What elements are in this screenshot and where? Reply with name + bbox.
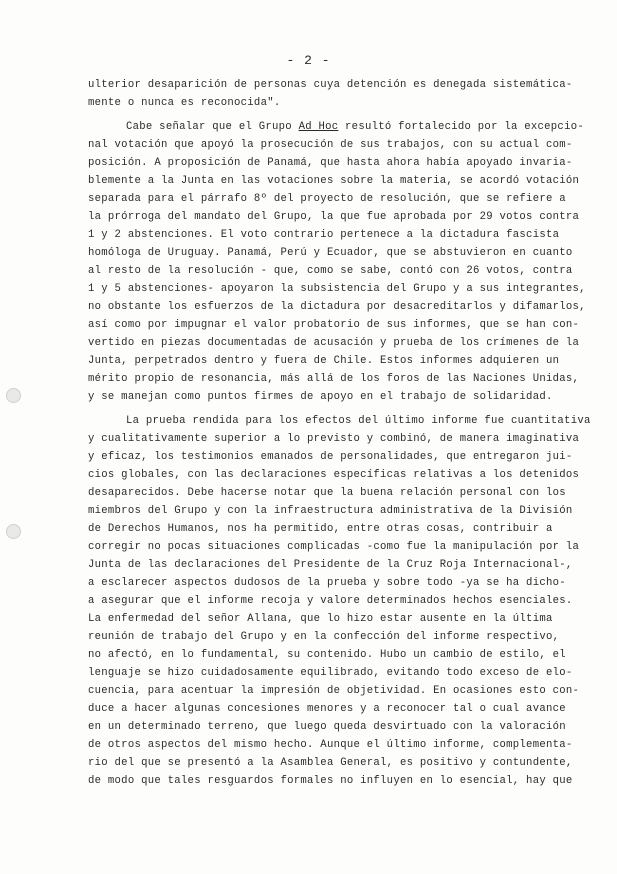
text-line: duce a hacer algunas concesiones menores y a reconocer tal o cual avance <box>88 703 566 715</box>
text-line: cuencia, para acentuar la impresión de objetividad. En ocasiones esto con- <box>88 685 580 697</box>
text-line: ulterior desaparición de personas cuya detención es denegada sistemática- <box>88 79 573 91</box>
underlined-text: Ad Hoc <box>298 121 339 133</box>
text-line: mérito propio de resonancia, más allá de los foros de las Naciones Unidas, <box>88 373 580 385</box>
body-text <box>0 73 617 873</box>
text-line: homóloga de Uruguay. Panamá, Perú y Ecuador, que se abstuvieron en cuanto <box>88 247 573 259</box>
text-line: así como por impugnar el valor probatorio de sus informes, que se han con- <box>88 319 580 331</box>
text-line: al resto de la resolución - que, como se sabe, contó con 26 votos, contra <box>88 265 573 277</box>
text-line: y cualitativamente superior a lo previsto y combinó, de manera imaginativa <box>88 433 580 445</box>
text-line: rio del que se presentó a la Asamblea General, es positivo y contundente, <box>88 757 573 769</box>
text-line: de otros aspectos del mismo hecho. Aunque el último informe, complementa- <box>88 739 573 751</box>
text-line: de Derechos Humanos, nos ha permitido, entre otras cosas, contribuir a <box>88 523 553 535</box>
text-line: a asegurar que el informe recoja y valore determinados hechos esenciales. <box>88 595 573 607</box>
text-line: cios globales, con las declaraciones específicas relativas a los detenidos <box>88 469 580 481</box>
text-line <box>126 122 584 133</box>
text-line-part: Cabe señalar que el Grupo Ad Hoc resultó fortalecido por la excepcio- <box>126 121 584 133</box>
text-line: y eficaz, los testimonios emanados de personalidades, que entregaron jui- <box>88 451 573 463</box>
text-line: desaparecidos. Debe hacerse notar que la buena relación personal con los <box>88 487 566 499</box>
text-line: 1 y 5 abstenciones- apoyaron la subsistencia del Grupo y a sus integrantes, <box>88 283 586 295</box>
text-line: blemente a la Junta en las votaciones sobre la materia, se acordó votación <box>88 175 580 187</box>
text-line: Junta de las declaraciones del Presidente de la Cruz Roja Internacional-, <box>88 559 573 571</box>
text-line: y se manejan como puntos firmes de apoyo en el trabajo de solidaridad. <box>88 391 553 403</box>
text-line: La prueba rendida para los efectos del último informe fue cuantitativa <box>126 415 591 427</box>
text-line: no afectó, en lo fundamental, su contenido. Hubo un cambio de estilo, el <box>88 649 566 661</box>
text-line: a esclarecer aspectos dudosos de la prueba y sobre todo -ya se ha dicho- <box>88 577 566 589</box>
text-line: Junta, perpetrados dentro y fuera de Chile. Estos informes adquieren un <box>88 355 560 367</box>
text-line: posición. A proposición de Panamá, que hasta ahora había apoyado invaria- <box>88 157 573 169</box>
text-line: vertido en piezas documentadas de acusación y prueba de los crímenes de la <box>88 337 580 349</box>
text-line: miembros del Grupo y con la infraestructura administrativa de la División <box>88 505 573 517</box>
text-line: en un determinado terreno, que luego queda desvirtuado con la valoración <box>88 721 566 733</box>
text-line: corregir no pocas situaciones complicadas -como fue la manipulación por la <box>88 541 580 553</box>
text-line: lenguaje se hizo cuidadosamente equilibrado, evitando todo exceso de elo- <box>88 667 573 679</box>
text-line: no obstante los esfuerzos de la dictadura por desacreditarlos y difamarlos, <box>88 301 586 313</box>
text-line: de modo que tales resguardos formales no influyen en lo esencial, hay que <box>88 775 573 787</box>
text-line: mente o nunca es reconocida". <box>88 97 281 109</box>
text-line: separada para el párrafo 8º del proyecto de resolución, que se refiere a <box>88 193 566 205</box>
page-number: - 2 - <box>286 53 331 68</box>
text-line: 1 y 2 abstenciones. El voto contrario pertenece a la dictadura fascista <box>88 229 560 241</box>
text-line: la prórroga del mandato del Grupo, la que fue aprobada por 29 votos contra <box>88 211 580 223</box>
text-line: nal votación que apoyó la prosecución de sus trabajos, con su actual com- <box>88 139 573 151</box>
text-line: La enfermedad del señor Allana, que lo hizo estar ausente en la última <box>88 613 553 625</box>
text-line: reunión de trabajo del Grupo y en la confección del informe respectivo, <box>88 631 560 643</box>
